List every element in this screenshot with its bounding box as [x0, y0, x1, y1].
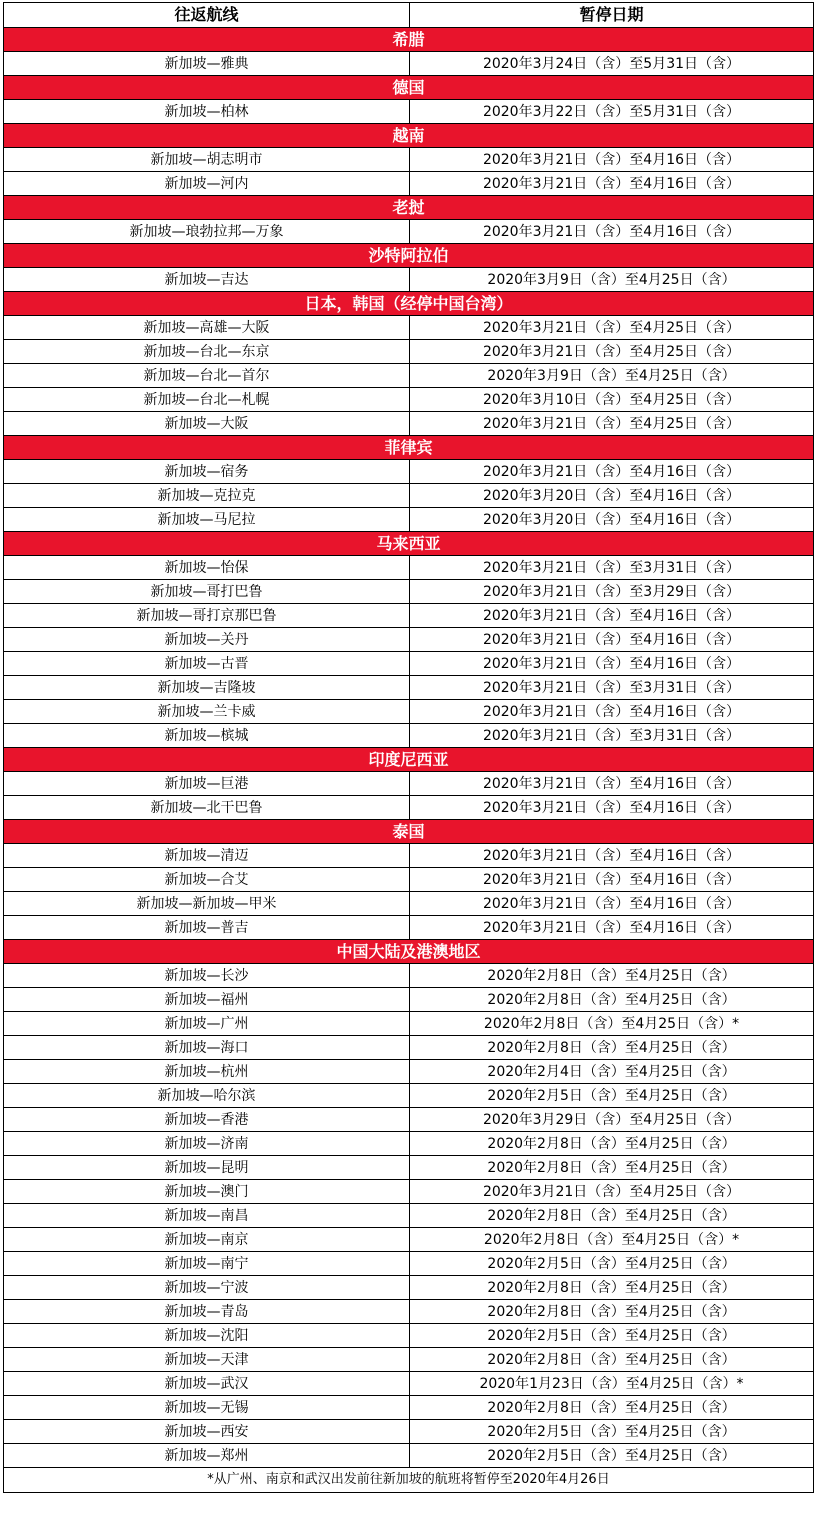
period-cell: 2020年2月8日（含）至4月25日（含）: [410, 1204, 814, 1228]
route-cell: 新加坡—槟城: [4, 724, 410, 748]
table-row: [4, 652, 814, 676]
table-row: [4, 1012, 814, 1036]
period-cell: 2020年2月4日（含）至4月25日（含）: [410, 1060, 814, 1084]
route-cell: 新加坡—宁波: [4, 1276, 410, 1300]
suspension-table: [3, 2, 814, 1493]
route-cell: 新加坡—天津: [4, 1348, 410, 1372]
route-cell: 新加坡—南昌: [4, 1204, 410, 1228]
table-row: [4, 604, 814, 628]
header-period: 暂停日期: [410, 3, 814, 28]
route-cell: 新加坡—柏林: [4, 100, 410, 124]
route-cell: 新加坡—吉隆坡: [4, 676, 410, 700]
table-row: [4, 1324, 814, 1348]
category-row: [4, 436, 814, 460]
table-row: [4, 1252, 814, 1276]
route-cell: 新加坡—古晋: [4, 652, 410, 676]
period-cell: 2020年3月21日（含）至3月31日（含）: [410, 556, 814, 580]
period-cell: 2020年3月9日（含）至4月25日（含）: [410, 268, 814, 292]
table-row: [4, 1228, 814, 1252]
route-cell: 新加坡—南京: [4, 1228, 410, 1252]
category-label: 日本，韩国（经停中国台湾）: [4, 292, 814, 316]
period-cell: 2020年3月21日（含）至4月25日（含）: [410, 1180, 814, 1204]
route-cell: 新加坡—台北—首尔: [4, 364, 410, 388]
table-row: [4, 220, 814, 244]
route-cell: 新加坡—怡保: [4, 556, 410, 580]
route-cell: 新加坡—无锡: [4, 1396, 410, 1420]
table-row: [4, 1108, 814, 1132]
table-row: [4, 1132, 814, 1156]
period-cell: 2020年2月8日（含）至4月25日（含）: [410, 1036, 814, 1060]
period-cell: 2020年3月21日（含）至4月16日（含）: [410, 220, 814, 244]
category-label: 希腊: [4, 28, 814, 52]
table-row: [4, 1420, 814, 1444]
category-row: [4, 292, 814, 316]
route-cell: 新加坡—合艾: [4, 868, 410, 892]
period-cell: 2020年3月9日（含）至4月25日（含）: [410, 364, 814, 388]
table-row: [4, 1300, 814, 1324]
period-cell: 2020年2月5日（含）至4月25日（含）: [410, 1420, 814, 1444]
period-cell: 2020年3月21日（含）至4月16日（含）: [410, 916, 814, 940]
category-label: 印度尼西亚: [4, 748, 814, 772]
period-cell: 2020年3月21日（含）至4月25日（含）: [410, 340, 814, 364]
table-row: [4, 1372, 814, 1396]
route-cell: 新加坡—新加坡—甲米: [4, 892, 410, 916]
route-cell: 新加坡—济南: [4, 1132, 410, 1156]
route-cell: 新加坡—高雄—大阪: [4, 316, 410, 340]
table-row: [4, 484, 814, 508]
period-cell: 2020年3月24日（含）至5月31日（含）: [410, 52, 814, 76]
route-cell: 新加坡—杭州: [4, 1060, 410, 1084]
period-cell: 2020年2月5日（含）至4月25日（含）: [410, 1252, 814, 1276]
period-cell: 2020年3月21日（含）至4月16日（含）: [410, 652, 814, 676]
route-cell: 新加坡—台北—札幌: [4, 388, 410, 412]
table-row: [4, 268, 814, 292]
category-label: 老挝: [4, 196, 814, 220]
route-cell: 新加坡—北干巴鲁: [4, 796, 410, 820]
category-row: [4, 532, 814, 556]
period-cell: 2020年3月21日（含）至4月25日（含）: [410, 316, 814, 340]
route-cell: 新加坡—雅典: [4, 52, 410, 76]
category-label: 马来西亚: [4, 532, 814, 556]
period-cell: 2020年2月8日（含）至4月25日（含）: [410, 1300, 814, 1324]
table-row: [4, 364, 814, 388]
table-row: [4, 1084, 814, 1108]
category-row: [4, 76, 814, 100]
period-cell: 2020年2月5日（含）至4月25日（含）: [410, 1444, 814, 1468]
table-row: [4, 172, 814, 196]
table-row: [4, 868, 814, 892]
route-cell: 新加坡—西安: [4, 1420, 410, 1444]
footnote: *从广州、南京和武汉出发前往新加坡的航班将暂停至2020年4月26日: [4, 1468, 814, 1493]
route-cell: 新加坡—巨港: [4, 772, 410, 796]
table-row: [4, 796, 814, 820]
table-body: [4, 3, 814, 1493]
period-cell: 2020年3月21日（含）至4月16日（含）: [410, 772, 814, 796]
category-label: 沙特阿拉伯: [4, 244, 814, 268]
category-label: 德国: [4, 76, 814, 100]
route-cell: 新加坡—河内: [4, 172, 410, 196]
period-cell: 2020年3月21日（含）至4月16日（含）: [410, 628, 814, 652]
period-cell: 2020年2月8日（含）至4月25日（含）: [410, 1276, 814, 1300]
table-row: [4, 916, 814, 940]
period-cell: 2020年2月5日（含）至4月25日（含）: [410, 1324, 814, 1348]
period-cell: 2020年3月21日（含）至4月16日（含）: [410, 700, 814, 724]
period-cell: 2020年3月21日（含）至4月16日（含）: [410, 868, 814, 892]
period-cell: 2020年3月21日（含）至4月25日（含）: [410, 412, 814, 436]
header-route: 往返航线: [4, 3, 410, 28]
period-cell: 2020年3月21日（含）至4月16日（含）: [410, 172, 814, 196]
route-cell: 新加坡—青岛: [4, 1300, 410, 1324]
table-row: [4, 676, 814, 700]
period-cell: 2020年3月21日（含）至4月16日（含）: [410, 796, 814, 820]
table-row: [4, 1060, 814, 1084]
table-row: [4, 1276, 814, 1300]
period-cell: 2020年3月21日（含）至3月31日（含）: [410, 724, 814, 748]
category-label: 中国大陆及港澳地区: [4, 940, 814, 964]
route-cell: 新加坡—昆明: [4, 1156, 410, 1180]
table-row: [4, 1396, 814, 1420]
period-cell: 2020年3月20日（含）至4月16日（含）: [410, 484, 814, 508]
route-cell: 新加坡—琅勃拉邦—万象: [4, 220, 410, 244]
period-cell: 2020年3月21日（含）至4月16日（含）: [410, 460, 814, 484]
route-cell: 新加坡—郑州: [4, 1444, 410, 1468]
route-cell: 新加坡—海口: [4, 1036, 410, 1060]
table-row: [4, 988, 814, 1012]
category-row: [4, 748, 814, 772]
period-cell: 2020年2月8日（含）至4月25日（含）: [410, 1156, 814, 1180]
category-row: [4, 196, 814, 220]
period-cell: 2020年3月21日（含）至4月16日（含）: [410, 892, 814, 916]
table-row: [4, 628, 814, 652]
route-cell: 新加坡—广州: [4, 1012, 410, 1036]
table-row: [4, 316, 814, 340]
period-cell: 2020年3月22日（含）至5月31日（含）: [410, 100, 814, 124]
route-cell: 新加坡—福州: [4, 988, 410, 1012]
table-row: [4, 100, 814, 124]
period-cell: 2020年2月8日（含）至4月25日（含）*: [410, 1012, 814, 1036]
route-cell: 新加坡—武汉: [4, 1372, 410, 1396]
period-cell: 2020年2月8日（含）至4月25日（含）*: [410, 1228, 814, 1252]
period-cell: 2020年2月8日（含）至4月25日（含）: [410, 1348, 814, 1372]
table-row: [4, 148, 814, 172]
route-cell: 新加坡—南宁: [4, 1252, 410, 1276]
table-row: [4, 1180, 814, 1204]
table-row: [4, 556, 814, 580]
table-row: [4, 1156, 814, 1180]
table-row: [4, 340, 814, 364]
table-row: [4, 508, 814, 532]
table-row: [4, 772, 814, 796]
route-cell: 新加坡—宿务: [4, 460, 410, 484]
period-cell: 2020年3月20日（含）至4月16日（含）: [410, 508, 814, 532]
table-row: [4, 52, 814, 76]
category-row: [4, 124, 814, 148]
route-cell: 新加坡—大阪: [4, 412, 410, 436]
period-cell: 2020年3月21日（含）至4月16日（含）: [410, 844, 814, 868]
route-cell: 新加坡—关丹: [4, 628, 410, 652]
period-cell: 2020年3月21日（含）至4月16日（含）: [410, 604, 814, 628]
route-cell: 新加坡—清迈: [4, 844, 410, 868]
route-cell: 新加坡—马尼拉: [4, 508, 410, 532]
category-row: [4, 244, 814, 268]
route-cell: 新加坡—普吉: [4, 916, 410, 940]
category-label: 泰国: [4, 820, 814, 844]
footnote-row: [4, 1468, 814, 1493]
table-row: [4, 844, 814, 868]
route-cell: 新加坡—吉达: [4, 268, 410, 292]
period-cell: 2020年1月23日（含）至4月25日（含）*: [410, 1372, 814, 1396]
table-row: [4, 1036, 814, 1060]
route-cell: 新加坡—沈阳: [4, 1324, 410, 1348]
table-row: [4, 580, 814, 604]
period-cell: 2020年2月8日（含）至4月25日（含）: [410, 1396, 814, 1420]
category-row: [4, 820, 814, 844]
table-row: [4, 892, 814, 916]
table-row: [4, 1348, 814, 1372]
table-row: [4, 724, 814, 748]
period-cell: 2020年3月21日（含）至3月29日（含）: [410, 580, 814, 604]
route-cell: 新加坡—兰卡威: [4, 700, 410, 724]
category-label: 越南: [4, 124, 814, 148]
category-label: 菲律宾: [4, 436, 814, 460]
table-row: [4, 700, 814, 724]
category-row: [4, 28, 814, 52]
route-cell: 新加坡—哈尔滨: [4, 1084, 410, 1108]
period-cell: 2020年2月5日（含）至4月25日（含）: [410, 1084, 814, 1108]
route-cell: 新加坡—克拉克: [4, 484, 410, 508]
table-row: [4, 1204, 814, 1228]
period-cell: 2020年2月8日（含）至4月25日（含）: [410, 1132, 814, 1156]
period-cell: 2020年3月21日（含）至3月31日（含）: [410, 676, 814, 700]
table-row: [4, 460, 814, 484]
table-row: [4, 412, 814, 436]
table-row: [4, 388, 814, 412]
header-row: [4, 3, 814, 28]
route-cell: 新加坡—台北—东京: [4, 340, 410, 364]
route-cell: 新加坡—哥打京那巴鲁: [4, 604, 410, 628]
period-cell: 2020年3月29日（含）至4月25日（含）: [410, 1108, 814, 1132]
period-cell: 2020年3月10日（含）至4月25日（含）: [410, 388, 814, 412]
route-cell: 新加坡—澳门: [4, 1180, 410, 1204]
period-cell: 2020年2月8日（含）至4月25日（含）: [410, 964, 814, 988]
route-cell: 新加坡—哥打巴鲁: [4, 580, 410, 604]
period-cell: 2020年3月21日（含）至4月16日（含）: [410, 148, 814, 172]
route-cell: 新加坡—长沙: [4, 964, 410, 988]
category-row: [4, 940, 814, 964]
route-cell: 新加坡—胡志明市: [4, 148, 410, 172]
route-cell: 新加坡—香港: [4, 1108, 410, 1132]
table-row: [4, 964, 814, 988]
period-cell: 2020年2月8日（含）至4月25日（含）: [410, 988, 814, 1012]
table-row: [4, 1444, 814, 1468]
